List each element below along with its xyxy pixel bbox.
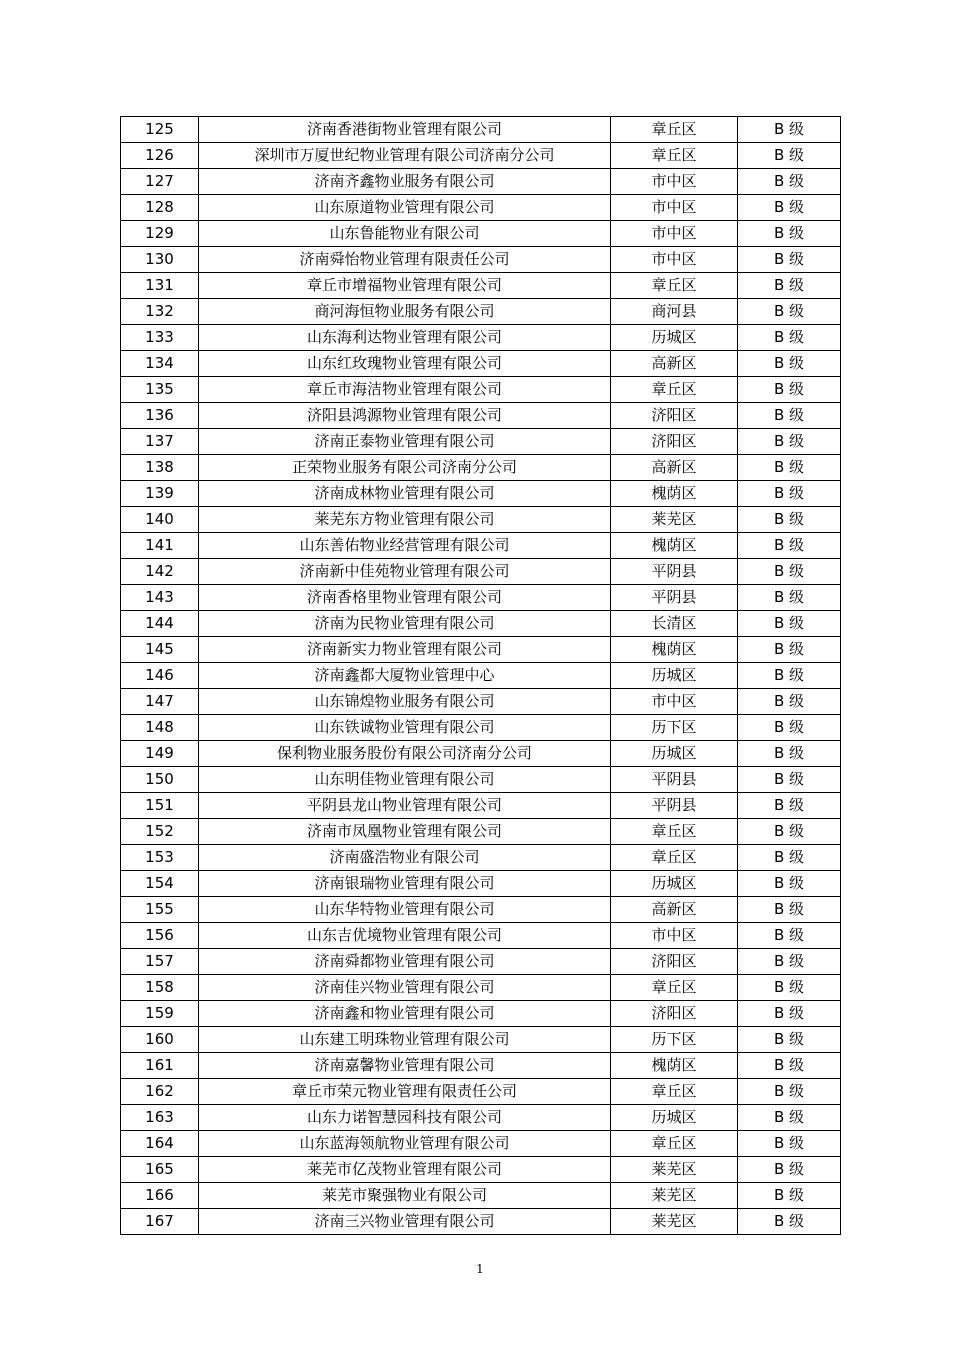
table-row: [121, 377, 841, 403]
table-row: [121, 221, 841, 247]
cell-district: 槐荫区: [611, 533, 738, 559]
table-row: [121, 559, 841, 585]
cell-company-name: 济南鑫都大厦物业管理中心: [199, 663, 611, 689]
cell-grade: B 级: [738, 533, 841, 559]
cell-company-name: 山东吉优境物业管理有限公司: [199, 923, 611, 949]
cell-company-name: 山东红玫瑰物业管理有限公司: [199, 351, 611, 377]
table-row: [121, 533, 841, 559]
cell-number: 143: [121, 585, 199, 611]
page-number: 1: [476, 1262, 484, 1276]
table-row: [121, 663, 841, 689]
table-row: [121, 897, 841, 923]
table-row: [121, 1001, 841, 1027]
cell-grade: B 级: [738, 1157, 841, 1183]
table-row: [121, 949, 841, 975]
cell-number: 137: [121, 429, 199, 455]
cell-company-name: 济南舜都物业管理有限公司: [199, 949, 611, 975]
cell-district: 槐荫区: [611, 481, 738, 507]
cell-grade: B 级: [738, 585, 841, 611]
table-row: [121, 793, 841, 819]
cell-company-name: 济南齐鑫物业服务有限公司: [199, 169, 611, 195]
cell-grade: B 级: [738, 299, 841, 325]
table-row: [121, 117, 841, 143]
table-row: [121, 923, 841, 949]
cell-grade: B 级: [738, 507, 841, 533]
cell-grade: B 级: [738, 663, 841, 689]
cell-grade: B 级: [738, 897, 841, 923]
cell-company-name: 济南三兴物业管理有限公司: [199, 1209, 611, 1235]
cell-company-name: 山东善佑物业经营管理有限公司: [199, 533, 611, 559]
cell-number: 149: [121, 741, 199, 767]
cell-company-name: 章丘市增福物业管理有限公司: [199, 273, 611, 299]
cell-district: 市中区: [611, 689, 738, 715]
cell-grade: B 级: [738, 117, 841, 143]
cell-grade: B 级: [738, 351, 841, 377]
cell-number: 167: [121, 1209, 199, 1235]
table-row: [121, 1079, 841, 1105]
cell-grade: B 级: [738, 845, 841, 871]
cell-number: 138: [121, 455, 199, 481]
cell-number: 131: [121, 273, 199, 299]
cell-number: 140: [121, 507, 199, 533]
cell-district: 莱芜区: [611, 1157, 738, 1183]
cell-grade: B 级: [738, 819, 841, 845]
cell-grade: B 级: [738, 793, 841, 819]
cell-company-name: 济南新实力物业管理有限公司: [199, 637, 611, 663]
table-body: [121, 117, 841, 1235]
cell-number: 128: [121, 195, 199, 221]
cell-number: 163: [121, 1105, 199, 1131]
table-row: [121, 611, 841, 637]
cell-grade: B 级: [738, 221, 841, 247]
cell-district: 长清区: [611, 611, 738, 637]
table-row: [121, 689, 841, 715]
cell-number: 164: [121, 1131, 199, 1157]
table-row: [121, 429, 841, 455]
table-row: [121, 247, 841, 273]
table-row: [121, 1027, 841, 1053]
table-row: [121, 195, 841, 221]
cell-grade: B 级: [738, 689, 841, 715]
cell-number: 148: [121, 715, 199, 741]
cell-number: 152: [121, 819, 199, 845]
table-row: [121, 325, 841, 351]
table-row: [121, 1105, 841, 1131]
cell-district: 莱芜区: [611, 507, 738, 533]
cell-number: 135: [121, 377, 199, 403]
cell-grade: B 级: [738, 455, 841, 481]
cell-district: 历下区: [611, 715, 738, 741]
table-row: [121, 819, 841, 845]
table-row: [121, 169, 841, 195]
cell-company-name: 济南嘉馨物业管理有限公司: [199, 1053, 611, 1079]
cell-company-name: 济南盛浩物业有限公司: [199, 845, 611, 871]
cell-grade: B 级: [738, 1027, 841, 1053]
cell-district: 平阴县: [611, 585, 738, 611]
cell-number: 144: [121, 611, 199, 637]
cell-district: 济阳区: [611, 949, 738, 975]
cell-district: 章丘区: [611, 273, 738, 299]
cell-district: 历城区: [611, 741, 738, 767]
cell-grade: B 级: [738, 975, 841, 1001]
cell-district: 市中区: [611, 169, 738, 195]
cell-number: 127: [121, 169, 199, 195]
cell-grade: B 级: [738, 195, 841, 221]
cell-number: 141: [121, 533, 199, 559]
cell-district: 历城区: [611, 325, 738, 351]
cell-company-name: 保利物业服务股份有限公司济南分公司: [199, 741, 611, 767]
cell-number: 147: [121, 689, 199, 715]
table-row: [121, 975, 841, 1001]
cell-district: 商河县: [611, 299, 738, 325]
table-row: [121, 143, 841, 169]
cell-district: 高新区: [611, 351, 738, 377]
cell-district: 高新区: [611, 897, 738, 923]
cell-grade: B 级: [738, 1079, 841, 1105]
cell-grade: B 级: [738, 923, 841, 949]
cell-company-name: 山东华特物业管理有限公司: [199, 897, 611, 923]
cell-district: 章丘区: [611, 1131, 738, 1157]
cell-district: 章丘区: [611, 377, 738, 403]
cell-number: 157: [121, 949, 199, 975]
cell-number: 150: [121, 767, 199, 793]
cell-district: 济阳区: [611, 1001, 738, 1027]
cell-number: 146: [121, 663, 199, 689]
cell-company-name: 济南正泰物业管理有限公司: [199, 429, 611, 455]
cell-company-name: 济南成林物业管理有限公司: [199, 481, 611, 507]
cell-company-name: 济南鑫和物业管理有限公司: [199, 1001, 611, 1027]
cell-grade: B 级: [738, 1105, 841, 1131]
cell-number: 158: [121, 975, 199, 1001]
cell-grade: B 级: [738, 247, 841, 273]
cell-district: 平阴县: [611, 793, 738, 819]
cell-number: 136: [121, 403, 199, 429]
cell-number: 162: [121, 1079, 199, 1105]
cell-grade: B 级: [738, 1183, 841, 1209]
cell-company-name: 济南为民物业管理有限公司: [199, 611, 611, 637]
cell-company-name: 济南佳兴物业管理有限公司: [199, 975, 611, 1001]
cell-company-name: 正荣物业服务有限公司济南分公司: [199, 455, 611, 481]
cell-district: 市中区: [611, 247, 738, 273]
table-row: [121, 1131, 841, 1157]
cell-district: 济阳区: [611, 429, 738, 455]
cell-company-name: 莱芜东方物业管理有限公司: [199, 507, 611, 533]
cell-district: 济阳区: [611, 403, 738, 429]
cell-district: 历城区: [611, 1105, 738, 1131]
cell-grade: B 级: [738, 741, 841, 767]
cell-number: 159: [121, 1001, 199, 1027]
cell-number: 126: [121, 143, 199, 169]
cell-company-name: 济阳县鸿源物业管理有限公司: [199, 403, 611, 429]
cell-company-name: 山东铁诚物业管理有限公司: [199, 715, 611, 741]
cell-district: 莱芜区: [611, 1209, 738, 1235]
cell-grade: B 级: [738, 403, 841, 429]
cell-number: 153: [121, 845, 199, 871]
table-row: [121, 1053, 841, 1079]
cell-grade: B 级: [738, 1131, 841, 1157]
cell-number: 154: [121, 871, 199, 897]
cell-district: 历城区: [611, 871, 738, 897]
cell-number: 132: [121, 299, 199, 325]
cell-company-name: 山东海利达物业管理有限公司: [199, 325, 611, 351]
cell-grade: B 级: [738, 611, 841, 637]
cell-number: 130: [121, 247, 199, 273]
table-row: [121, 637, 841, 663]
cell-district: 章丘区: [611, 1079, 738, 1105]
cell-company-name: 济南新中佳苑物业管理有限公司: [199, 559, 611, 585]
cell-grade: B 级: [738, 559, 841, 585]
cell-grade: B 级: [738, 1001, 841, 1027]
cell-company-name: 山东蓝海领航物业管理有限公司: [199, 1131, 611, 1157]
cell-district: 莱芜区: [611, 1183, 738, 1209]
cell-company-name: 莱芜市聚强物业有限公司: [199, 1183, 611, 1209]
cell-district: 章丘区: [611, 819, 738, 845]
cell-district: 平阴县: [611, 559, 738, 585]
cell-grade: B 级: [738, 949, 841, 975]
cell-number: 161: [121, 1053, 199, 1079]
table-row: [121, 871, 841, 897]
cell-company-name: 济南市凤凰物业管理有限公司: [199, 819, 611, 845]
table-row: [121, 351, 841, 377]
cell-grade: B 级: [738, 429, 841, 455]
cell-company-name: 深圳市万厦世纪物业管理有限公司济南分公司: [199, 143, 611, 169]
cell-grade: B 级: [738, 169, 841, 195]
table-row: [121, 741, 841, 767]
cell-grade: B 级: [738, 637, 841, 663]
cell-number: 166: [121, 1183, 199, 1209]
cell-number: 165: [121, 1157, 199, 1183]
cell-company-name: 商河海恒物业服务有限公司: [199, 299, 611, 325]
cell-number: 134: [121, 351, 199, 377]
table-row: [121, 715, 841, 741]
cell-company-name: 山东建工明珠物业管理有限公司: [199, 1027, 611, 1053]
table-row: [121, 507, 841, 533]
cell-district: 高新区: [611, 455, 738, 481]
cell-district: 市中区: [611, 221, 738, 247]
cell-company-name: 莱芜市亿茂物业管理有限公司: [199, 1157, 611, 1183]
cell-number: 155: [121, 897, 199, 923]
cell-district: 章丘区: [611, 975, 738, 1001]
table-row: [121, 273, 841, 299]
cell-district: 章丘区: [611, 845, 738, 871]
cell-grade: B 级: [738, 1053, 841, 1079]
table-row: [121, 767, 841, 793]
cell-district: 历城区: [611, 663, 738, 689]
cell-district: 槐荫区: [611, 637, 738, 663]
cell-district: 市中区: [611, 195, 738, 221]
cell-number: 160: [121, 1027, 199, 1053]
cell-number: 142: [121, 559, 199, 585]
cell-company-name: 章丘市海洁物业管理有限公司: [199, 377, 611, 403]
cell-district: 平阴县: [611, 767, 738, 793]
cell-district: 章丘区: [611, 117, 738, 143]
table-row: [121, 481, 841, 507]
cell-number: 156: [121, 923, 199, 949]
cell-district: 市中区: [611, 923, 738, 949]
cell-company-name: 济南银瑞物业管理有限公司: [199, 871, 611, 897]
cell-grade: B 级: [738, 273, 841, 299]
cell-grade: B 级: [738, 715, 841, 741]
table-row: [121, 455, 841, 481]
table-row: [121, 1157, 841, 1183]
cell-grade: B 级: [738, 377, 841, 403]
cell-company-name: 济南香格里物业管理有限公司: [199, 585, 611, 611]
cell-company-name: 平阴县龙山物业管理有限公司: [199, 793, 611, 819]
cell-district: 槐荫区: [611, 1053, 738, 1079]
table-row: [121, 403, 841, 429]
table-row: [121, 1209, 841, 1235]
cell-grade: B 级: [738, 325, 841, 351]
cell-company-name: 山东力诺智慧园科技有限公司: [199, 1105, 611, 1131]
cell-number: 133: [121, 325, 199, 351]
table-row: [121, 585, 841, 611]
cell-number: 145: [121, 637, 199, 663]
cell-company-name: 章丘市荣元物业管理有限责任公司: [199, 1079, 611, 1105]
cell-company-name: 山东明佳物业管理有限公司: [199, 767, 611, 793]
table-row: [121, 845, 841, 871]
cell-grade: B 级: [738, 767, 841, 793]
cell-district: 历下区: [611, 1027, 738, 1053]
cell-company-name: 山东锦煌物业服务有限公司: [199, 689, 611, 715]
cell-grade: B 级: [738, 481, 841, 507]
table-row: [121, 299, 841, 325]
ranking-table: [120, 116, 841, 1235]
table-row: [121, 1183, 841, 1209]
cell-number: 139: [121, 481, 199, 507]
cell-company-name: 济南香港街物业管理有限公司: [199, 117, 611, 143]
cell-grade: B 级: [738, 143, 841, 169]
cell-company-name: 山东鲁能物业有限公司: [199, 221, 611, 247]
cell-grade: B 级: [738, 871, 841, 897]
cell-number: 129: [121, 221, 199, 247]
cell-grade: B 级: [738, 1209, 841, 1235]
cell-number: 125: [121, 117, 199, 143]
cell-district: 章丘区: [611, 143, 738, 169]
cell-company-name: 山东原道物业管理有限公司: [199, 195, 611, 221]
cell-company-name: 济南舜怡物业管理有限责任公司: [199, 247, 611, 273]
cell-number: 151: [121, 793, 199, 819]
